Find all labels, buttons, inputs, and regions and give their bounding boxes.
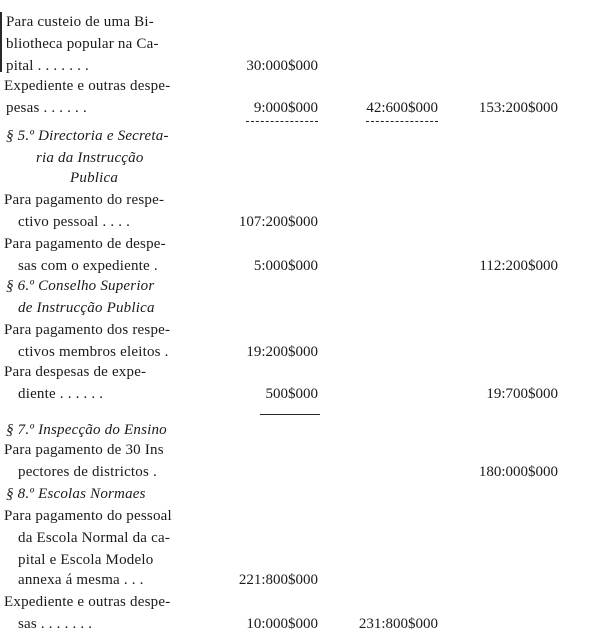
total-f: 19:700$000	[486, 386, 558, 402]
value-b: 9:000$000	[253, 100, 318, 116]
line-a3: pital . . . . . . .	[6, 58, 89, 74]
total-d: 112:200$000	[479, 258, 558, 274]
line-d2: sas com o expediente .	[18, 258, 158, 274]
line-h1: Para pagamento do pessoal	[4, 508, 172, 524]
line-c1: Para pagamento do respe-	[4, 192, 165, 208]
line-g2: pectores de districtos .	[18, 464, 157, 480]
line-e2: ctivos membros eleitos .	[18, 344, 169, 360]
section-7-title: § 7.º Inspecção do Ensino	[6, 422, 167, 438]
line-g1: Para pagamento de 30 Ins	[4, 442, 164, 458]
line-f1: Para despesas de expe-	[4, 364, 147, 380]
value-h: 221:800$000	[238, 572, 318, 588]
line-a2: bliotheca popular na Ca-	[6, 36, 159, 52]
line-f2: diente . . . . . .	[18, 386, 104, 402]
line-c2: ctivo pessoal . . . .	[18, 214, 131, 230]
line-e1: Para pagamento dos respe-	[4, 322, 171, 338]
section-5-title-2: ria da Instrucção	[36, 150, 144, 166]
section-6-title-2: de Instrucção Publica	[18, 300, 155, 316]
line-h2: da Escola Normal da ca-	[18, 530, 171, 546]
line-d1: Para pagamento de despe-	[4, 236, 166, 252]
total-b: 153:200$000	[478, 100, 558, 116]
value-c: 107:200$000	[238, 214, 318, 230]
value-f: 500$000	[265, 386, 318, 402]
value-e: 19:200$000	[246, 344, 318, 360]
total-g: 180:000$000	[478, 464, 558, 480]
rule-f	[260, 414, 320, 415]
rule-b1	[246, 121, 318, 122]
rule-b2	[366, 121, 438, 122]
value-i: 10:000$000	[246, 616, 318, 632]
line-b1: Expediente e outras despe-	[4, 78, 171, 94]
section-5-title: § 5.º Directoria e Secreta-	[6, 128, 169, 144]
section-6-title: § 6.º Conselho Superior	[6, 278, 155, 294]
line-h3: pital e Escola Modelo	[18, 552, 154, 568]
line-a1: Para custeio de uma Bi-	[6, 14, 154, 30]
value-d: 5:000$000	[253, 258, 318, 274]
subtotal-b: 42:600$000	[366, 100, 438, 116]
line-h4: annexa á mesma . . .	[18, 572, 144, 588]
margin-bar	[0, 12, 2, 72]
line-i1: Expediente e outras despe-	[4, 594, 171, 610]
subtotal-i: 231:800$000	[358, 616, 438, 632]
section-8-title: § 8.º Escolas Normaes	[6, 486, 146, 502]
line-b2: pesas . . . . . .	[6, 100, 87, 116]
value-a: 30:000$000	[246, 58, 318, 74]
line-i2: sas . . . . . . .	[18, 616, 93, 632]
section-5-title-3: Publica	[70, 170, 119, 186]
